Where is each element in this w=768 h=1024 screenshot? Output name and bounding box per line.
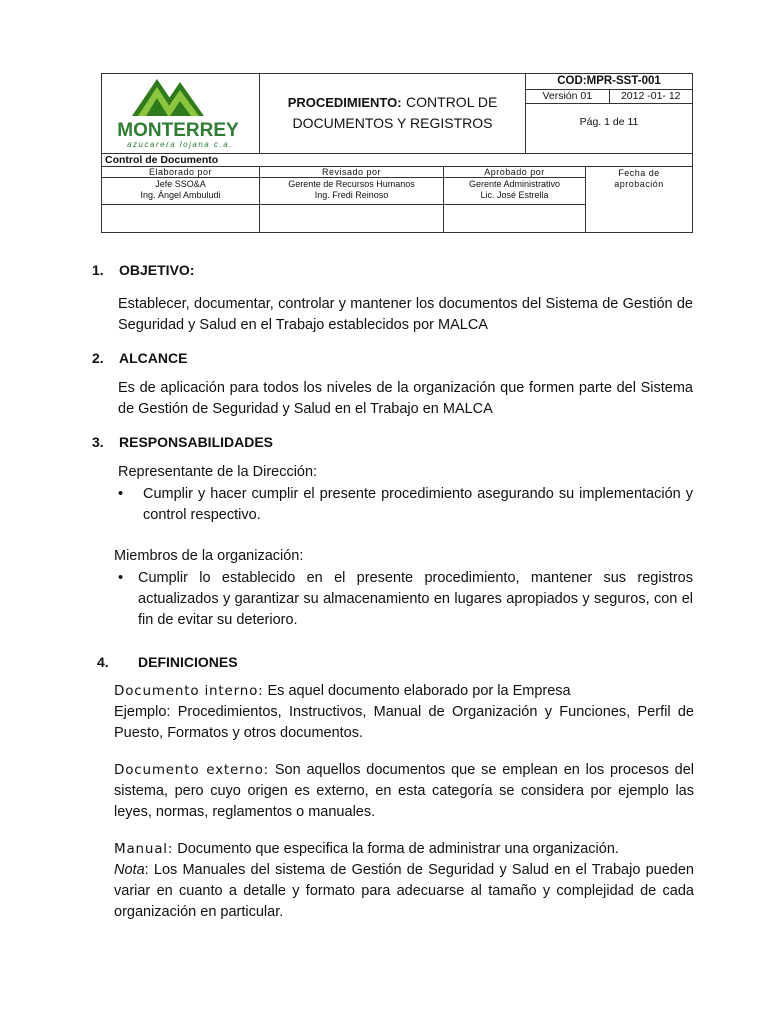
elaborated-name: Ing. Ángel Ambuludi xyxy=(140,189,221,200)
company-logo xyxy=(102,74,258,152)
definition-documento-interno xyxy=(114,681,694,702)
definition-manual-note xyxy=(114,860,694,923)
logo-cell xyxy=(102,74,260,154)
term-manual: Manual: xyxy=(114,841,174,857)
reviewed-name: Ing. Fredi Reinoso xyxy=(314,189,389,200)
signature-row xyxy=(102,167,692,233)
section-responsabilidades-heading: 3. RESPONSABILIDADES xyxy=(92,434,274,450)
approval-date-head: Fecha de aprobación xyxy=(614,168,664,189)
version-row xyxy=(526,90,692,104)
approved-role: Gerente Administrativo xyxy=(468,179,561,189)
section-alcance-text: Es de aplicación para todos los niveles de la organización que formen parte del Sistema de Gestión de Seguridad y Salud en el Trabajo en MALCA xyxy=(118,380,693,417)
definition-documento-externo-text: Son aquellos documentos que se emplean en los procesos del sistema, pero cuyo origen es externo, en esta categoría se considera por ejemplo las leyes, normas, reglamentos o manuales. xyxy=(114,762,694,820)
group-miembros-label: Miembros de la organización: xyxy=(114,548,304,564)
procedure-title-cell xyxy=(260,74,526,154)
code-cell xyxy=(526,74,692,154)
version-label: Versión 01 xyxy=(526,90,610,103)
reviewed-role: Gerente de Recursos Humanos xyxy=(288,179,415,189)
bullet-miembros-text: Cumplir lo establecido en el presente procedimiento, mantener sus registros actualizados y garantizar su almacenamiento en lugares apropiados y seguros, con el fin de evitar su deterioro. xyxy=(138,570,693,628)
reviewed-head: Revisado por xyxy=(260,167,443,178)
header-top-row xyxy=(102,74,692,154)
section-objetivo-text: Establecer, documentar, controlar y mantener los documentos del Sistema de Gestión de Seguridad y Salud en el Trabajo establecidos por MALCA xyxy=(118,296,693,333)
control-label: Control de Documento xyxy=(102,154,692,167)
logo-subtitle: azucarera lojana c.a. xyxy=(127,140,233,149)
definition-documento-interno-example: Ejemplo: Procedimientos, Instructivos, Manual de Organización y Funciones, Perfil de Puesto, Formatos y otros documentos. xyxy=(114,704,694,741)
note-text: : Los Manuales del sistema de Gestión de Seguridad y Salud en el Trabajo pueden variar en cuanto a detalle y formato para adecuarse al tamaño y complejidad de cada organización en particular. xyxy=(114,862,694,920)
title-bold: PROCEDIMIENTO: xyxy=(287,95,402,110)
logo-brand: MONTERREY xyxy=(117,120,239,141)
term-documento-interno: Documento interno: xyxy=(114,683,264,699)
document-code: COD:MPR-SST-001 xyxy=(526,74,692,90)
title-line2: DOCUMENTOS Y REGISTROS xyxy=(292,115,493,131)
reviewed-column xyxy=(260,167,444,233)
approved-column xyxy=(444,167,586,233)
definition-documento-externo xyxy=(114,760,694,823)
section-definiciones-heading: 4. DEFINICIONES xyxy=(97,654,238,670)
document-header-table xyxy=(101,73,693,233)
page-number: Pág. 1 de 11 xyxy=(579,116,639,128)
version-date: 2012 -01- 12 xyxy=(620,90,681,102)
definition-manual xyxy=(114,839,694,860)
bullet-direccion xyxy=(118,484,693,526)
definition-documento-interno-text: Es aquel documento elaborado por la Empresa xyxy=(267,683,571,699)
title-line1: CONTROL DE xyxy=(406,94,498,110)
elaborated-head: Elaborado por xyxy=(102,167,259,178)
term-documento-externo: Documento externo: xyxy=(114,762,270,778)
elaborated-role: Jefe SSO&A xyxy=(155,179,206,189)
bullet-direccion-text: Cumplir y hacer cumplir el presente procedimiento asegurando su implementación y control respectivo. xyxy=(143,486,693,523)
approved-head: Aprobado por xyxy=(444,167,585,178)
approval-date-column xyxy=(586,167,692,233)
bullet-icon: • xyxy=(118,570,124,586)
section-alcance-heading: 2. ALCANCE xyxy=(92,350,188,366)
bullet-miembros xyxy=(118,568,693,631)
note-label: Nota xyxy=(114,862,145,878)
section-objetivo-heading: 1. OBJETIVO: xyxy=(92,262,195,278)
elaborated-column xyxy=(102,167,260,233)
group-direccion-label: Representante de la Dirección: xyxy=(118,464,318,480)
approved-name: Lic. José Estrella xyxy=(480,189,549,200)
definition-manual-text: Documento que especifica la forma de administrar una organización. xyxy=(177,841,619,857)
bullet-icon: • xyxy=(118,486,124,502)
